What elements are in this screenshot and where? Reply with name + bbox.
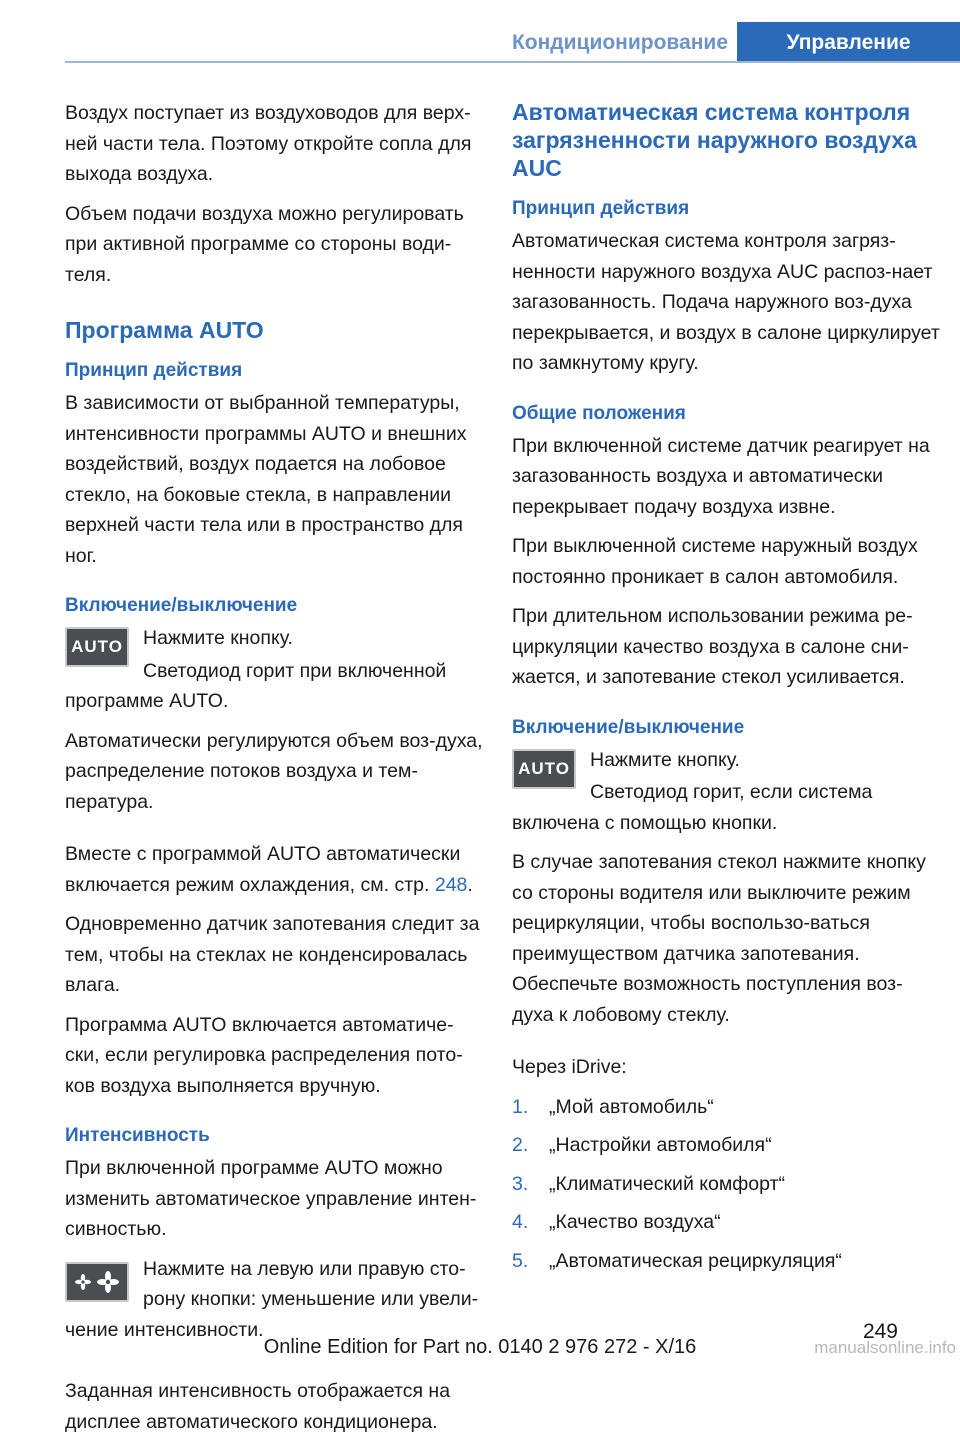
- general-paragraph-2: При выключенной системе наружный воздух постоянно проникает в салон автомобиля.: [512, 535, 918, 588]
- header-section-tab: Кондиционирование: [511, 31, 729, 54]
- watermark: manualsonline.info: [814, 1338, 956, 1357]
- auc-auto-button-icon: AUTO: [512, 749, 576, 789]
- auc-principle-text: Автоматическая система контроля загряз-ненности наружного воздуха AUC распоз-нает загазованность. Подача наружного воз-духа перекрывается, и воздух в салоне циркулирует по замкнутому кругу.: [512, 230, 940, 374]
- intro-paragraph-1: Воздух поступает из воздуховодов для верх-ней части тела. Поэтому откройте сопла для выхода воздуха.: [65, 102, 472, 185]
- list-item: [512, 1207, 942, 1238]
- cooling-text-main: Вместе с программой AUTO автоматически включается режим охлаждения, см. стр.: [65, 843, 461, 896]
- fog-sensor-text: Одновременно датчик запотевания следит за тем, чтобы на стеклах не конденсировалась влага.: [65, 913, 480, 996]
- general-paragraph-1: При включенной системе датчик реагирует на загазованность воздуха и автоматически перекрывает подачу воздуха извне.: [512, 434, 930, 518]
- auc-onoff-heading: Включение/выключение: [512, 716, 745, 738]
- principle-text: В зависимости от выбранной температуры, интенсивности программы AUTO и внешних воздействий, воздух подается на лобовое стекло, на боковые стекла, в направлении верхней части тела или в пространство для ног.: [65, 392, 467, 567]
- auto-button-icon: AUTO: [65, 627, 129, 667]
- step-number: 1.: [512, 1095, 529, 1118]
- edition-footer: Online Edition for Part no. 0140 2 976 272 - X/16: [263, 1336, 697, 1358]
- page-number: 249: [862, 1320, 898, 1343]
- led-text: Светодиод горит при включенной программе AUTO.: [65, 659, 447, 712]
- step-text: „Климатический комфорт“: [549, 1172, 785, 1195]
- right-column: [512, 98, 942, 1284]
- header-divider: [65, 61, 960, 63]
- onoff-heading: Включение/выключение: [65, 595, 298, 616]
- left-column: [65, 98, 485, 1446]
- step-number: 2.: [512, 1134, 529, 1156]
- press-button-text: Нажмите кнопку.: [143, 627, 293, 649]
- step-text: „Автоматическая рециркуляция“: [549, 1249, 842, 1272]
- fan-press-text: Нажмите на левую или правую сто-рону кнопки: уменьшение или увели-чение интенсивности.: [65, 1257, 479, 1341]
- general-heading: Общие положения: [512, 402, 686, 424]
- page-reference-link[interactable]: 248: [434, 873, 468, 896]
- auc-led-text: Светодиод горит, если система включена с помощью кнопки.: [512, 781, 873, 834]
- intensity-text: При включенной программе AUTO можно изменить автоматическое управление интен-сивностью.: [65, 1157, 477, 1240]
- fan-intensity-button-icon: [65, 1262, 129, 1302]
- step-number: 5.: [512, 1249, 529, 1272]
- auc-heading: Автоматическая система контроля загрязненности наружного воздуха AUC: [512, 99, 917, 181]
- list-item: [512, 1246, 942, 1277]
- general-paragraph-3: При длительном использовании режима ре-циркуляции качество воздуха в салоне сни-жается, и запотевание стекол усиливается.: [512, 605, 913, 688]
- header-chapter-tab: Управление: [737, 22, 960, 63]
- auto-regulation-text: Автоматически регулируются объем воз-духа, распределение потоков воздуха и тем-пература.: [65, 729, 483, 813]
- fogging-text: В случае запотевания стекол нажмите кнопку со стороны водителя или выключите режим рециркуляции, чтобы воспользо-ваться преимуществом датчика запотевания. Обеспечьте возможность поступления воз-духа к лобовому стеклу.: [512, 851, 926, 1026]
- step-text: „Настройки автомобиля“: [549, 1134, 772, 1156]
- step-text: „Мой автомобиль“: [549, 1095, 714, 1118]
- principle-heading: Принцип действия: [65, 360, 243, 381]
- idrive-steps-list: [512, 1092, 942, 1277]
- auto-switch-text: Программа AUTO включается автоматиче-ски, если регулировка распределения пото-ков воздуха выполняется вручную.: [65, 1013, 463, 1097]
- cooling-text-end: .: [467, 873, 473, 896]
- step-number: 3.: [512, 1172, 529, 1195]
- fan-small-icon: [75, 1274, 91, 1290]
- auto-program-heading: Программа AUTO: [65, 317, 264, 343]
- idrive-intro: Через iDrive:: [512, 1056, 627, 1078]
- list-item: [512, 1169, 942, 1200]
- intensity-display-text: Заданная интенсивность отображается на дисплее автоматического кондиционера.: [65, 1380, 451, 1433]
- intensity-heading: Интенсивность: [65, 1125, 210, 1146]
- intro-paragraph-2: Объем подачи воздуха можно регулировать при активной программе со стороны води-теля.: [65, 202, 464, 286]
- auc-press-button-text: Нажмите кнопку.: [590, 748, 740, 771]
- list-item: [512, 1092, 942, 1123]
- list-item: [512, 1130, 942, 1161]
- fan-large-icon: [97, 1271, 119, 1293]
- step-number: 4.: [512, 1211, 529, 1233]
- cooling-text: [65, 839, 485, 900]
- step-text: „Качество воздуха“: [549, 1211, 721, 1233]
- auc-principle-heading: Принцип действия: [512, 198, 690, 219]
